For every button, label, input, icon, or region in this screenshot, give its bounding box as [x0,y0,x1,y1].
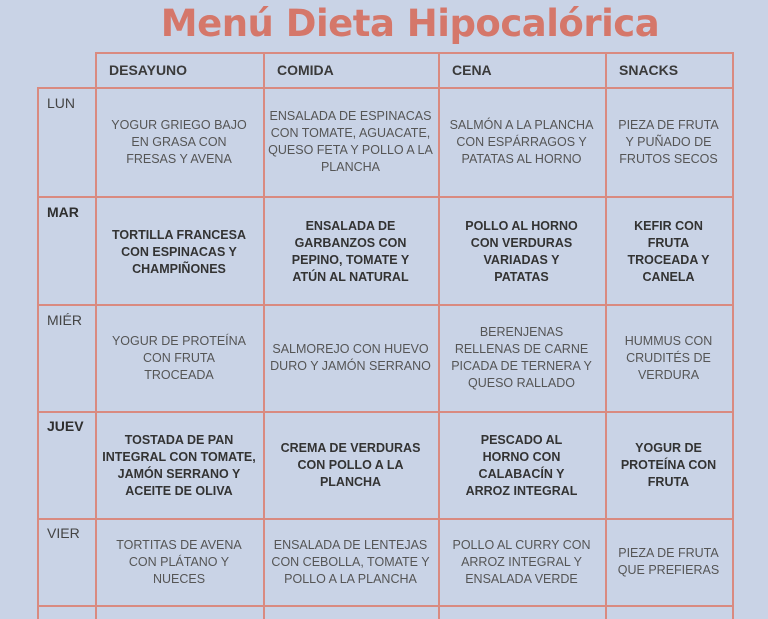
table-cell: KEFIR CON FRUTA TROCEADA Y CANELA [627,219,710,284]
day-label-mier: MIÉR [47,312,82,328]
table-cell: YOGUR DE PROTEÍNA CON FRUTA TROCEADA [111,333,247,382]
table-cell: ENSALADA DE LENTEJAS CON CEBOLLA, TOMATE Y POLLO A LA PLANCHA [271,537,430,586]
table-border [263,52,265,619]
day-label-lun: LUN [47,95,76,111]
table-cell: POLLO AL CURRY CON ARROZ INTEGRAL Y ENSALADA VERDE [452,537,591,586]
day-label-vier: VIER [47,525,80,541]
table-cell: HUMMUS CON CRUDITÉS DE VERDURA [624,333,713,382]
table-cell: PESCADO AL HORNO CON CALABACÍN Y ARROZ INTEGRAL [465,432,578,498]
table-cell: BERENJENAS RELLENAS DE CARNE PICADA DE TERNERA Y QUESO RALLADO [451,325,592,390]
table-cell: PIEZA DE FRUTA QUE PREFIERAS [617,546,720,577]
column-header-comida: COMIDA [277,62,334,78]
table-cell: TORTILLA FRANCESA CON ESPINACAS Y CHAMPIÑONES [111,227,247,276]
table-border [37,196,733,198]
table-cell: YOGUR GRIEGO BAJO EN GRASA CON FRESAS Y AVENA [111,117,247,166]
column-header-snacks: SNACKS [619,62,679,78]
column-header-cena: CENA [452,62,492,78]
table-cell: TORTITAS DE AVENA CON PLÁTANO Y NUECES [116,537,242,586]
page-title: Menú Dieta Hipocalórica [160,2,660,45]
day-label-juev: JUEV [47,418,84,434]
table-border [37,87,39,619]
table-border [37,411,733,413]
table-border [95,52,733,54]
column-header-desayuno: DESAYUNO [109,62,188,78]
table-border [95,52,97,619]
table-cell: POLLO AL HORNO CON VERDURAS VARIADAS Y PATATAS [465,219,578,284]
table-border [438,52,440,619]
day-label-mar: MAR [47,204,79,220]
table-cell: ENSALADA DE ESPINACAS CON TOMATE, AGUACATE, QUESO FETA Y POLLO A LA PLANCHA [268,109,433,174]
table-cell: ENSALADA DE GARBANZOS CON PEPINO, TOMATE Y ATÚN AL NATURAL [291,219,410,284]
table-cell: PIEZA DE FRUTA Y PUÑADO DE FRUTOS SECOS [618,117,719,166]
table-cell: SALMÓN A LA PLANCHA CON ESPÁRRAGOS Y PATATAS AL HORNO [449,117,594,166]
table-border [37,304,733,306]
table-border [605,52,607,619]
table-cell: TOSTADA DE PAN INTEGRAL CON TOMATE, JAMÓN SERRANO Y ACEITE DE OLIVA [102,432,256,498]
table-border [37,605,733,607]
table-border [732,52,734,619]
table-cell: CREMA DE VERDURAS CON POLLO A LA PLANCHA [280,441,421,489]
table-border [37,518,733,520]
table-cell: YOGUR DE PROTEÍNA CON FRUTA [620,441,717,489]
table-cell: SALMOREJO CON HUEVO DURO Y JAMÓN SERRANO [270,342,431,373]
table-border [37,87,733,89]
